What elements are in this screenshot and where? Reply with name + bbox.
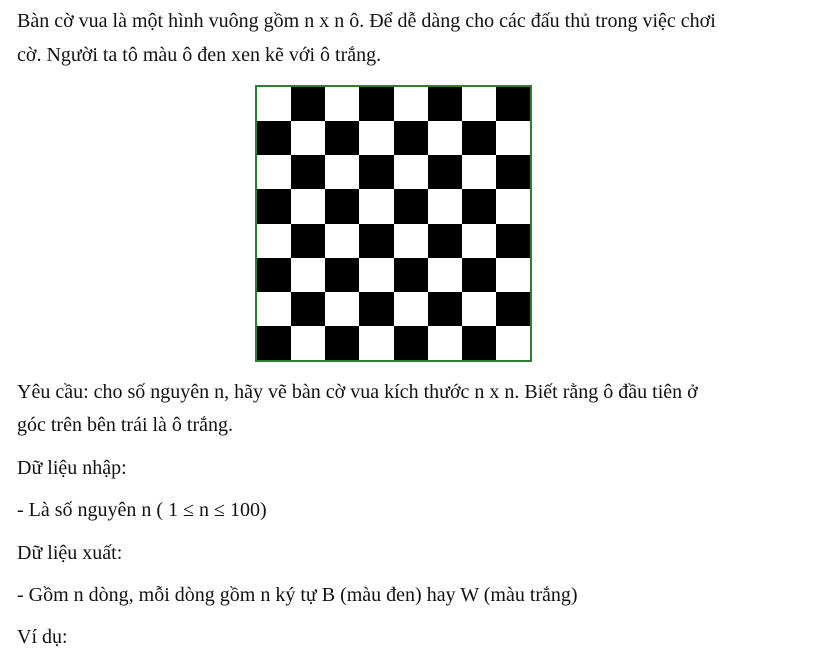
requirement-line-2: góc trên bên trái là ô trắng. <box>17 414 234 436</box>
white-square <box>325 224 359 258</box>
white-square <box>462 87 496 121</box>
white-square <box>359 258 393 292</box>
white-square <box>462 155 496 189</box>
black-square <box>359 155 393 189</box>
white-square <box>394 87 428 121</box>
white-square <box>428 326 462 360</box>
intro-line-2: cờ. Người ta tô màu ô đen xen kẽ với ô trắng. <box>17 44 382 66</box>
black-square <box>325 121 359 155</box>
requirement-line-1: Yêu cầu: cho số nguyên n, hãy vẽ bàn cờ vua kích thước n x n. Biết rằng ô đầu tiên ở <box>17 381 698 403</box>
white-square <box>325 155 359 189</box>
output-description: - Gồm n dòng, mỗi dòng gồm n ký tự B (màu đen) hay W (màu trắng) <box>17 584 578 606</box>
white-square <box>291 121 325 155</box>
black-square <box>325 326 359 360</box>
white-square <box>291 258 325 292</box>
black-square <box>428 292 462 326</box>
white-square <box>496 258 530 292</box>
black-square <box>394 258 428 292</box>
black-square <box>462 121 496 155</box>
output-heading: Dữ liệu xuất: <box>17 542 123 564</box>
white-square <box>359 326 393 360</box>
white-square <box>257 292 291 326</box>
black-square <box>394 189 428 223</box>
black-square <box>257 121 291 155</box>
white-square <box>359 189 393 223</box>
black-square <box>359 292 393 326</box>
black-square <box>325 258 359 292</box>
black-square <box>359 224 393 258</box>
white-square <box>428 121 462 155</box>
white-square <box>394 292 428 326</box>
white-square <box>394 224 428 258</box>
white-square <box>325 292 359 326</box>
black-square <box>428 224 462 258</box>
black-square <box>257 258 291 292</box>
black-square <box>394 326 428 360</box>
white-square <box>462 224 496 258</box>
black-square <box>394 121 428 155</box>
white-square <box>394 155 428 189</box>
black-square <box>496 87 530 121</box>
black-square <box>291 224 325 258</box>
example-heading: Ví dụ: <box>17 626 68 648</box>
white-square <box>359 121 393 155</box>
white-square <box>462 292 496 326</box>
black-square <box>291 292 325 326</box>
black-square <box>428 155 462 189</box>
white-square <box>496 121 530 155</box>
black-square <box>462 258 496 292</box>
input-description: - Là số nguyên n ( 1 ≤ n ≤ 100) <box>17 499 267 521</box>
intro-line-1: Bàn cờ vua là một hình vuông gồm n x n ô. Để dễ dàng cho các đấu thủ trong việc chơi <box>17 10 716 32</box>
white-square <box>257 224 291 258</box>
white-square <box>428 258 462 292</box>
chessboard-image <box>255 85 532 362</box>
input-heading: Dữ liệu nhập: <box>17 457 127 479</box>
black-square <box>325 189 359 223</box>
black-square <box>428 87 462 121</box>
white-square <box>428 189 462 223</box>
black-square <box>496 224 530 258</box>
white-square <box>291 189 325 223</box>
black-square <box>359 87 393 121</box>
black-square <box>496 155 530 189</box>
black-square <box>291 155 325 189</box>
black-square <box>496 292 530 326</box>
white-square <box>496 189 530 223</box>
black-square <box>291 87 325 121</box>
white-square <box>257 87 291 121</box>
black-square <box>257 326 291 360</box>
white-square <box>257 155 291 189</box>
black-square <box>462 189 496 223</box>
white-square <box>496 326 530 360</box>
black-square <box>462 326 496 360</box>
black-square <box>257 189 291 223</box>
white-square <box>291 326 325 360</box>
white-square <box>325 87 359 121</box>
